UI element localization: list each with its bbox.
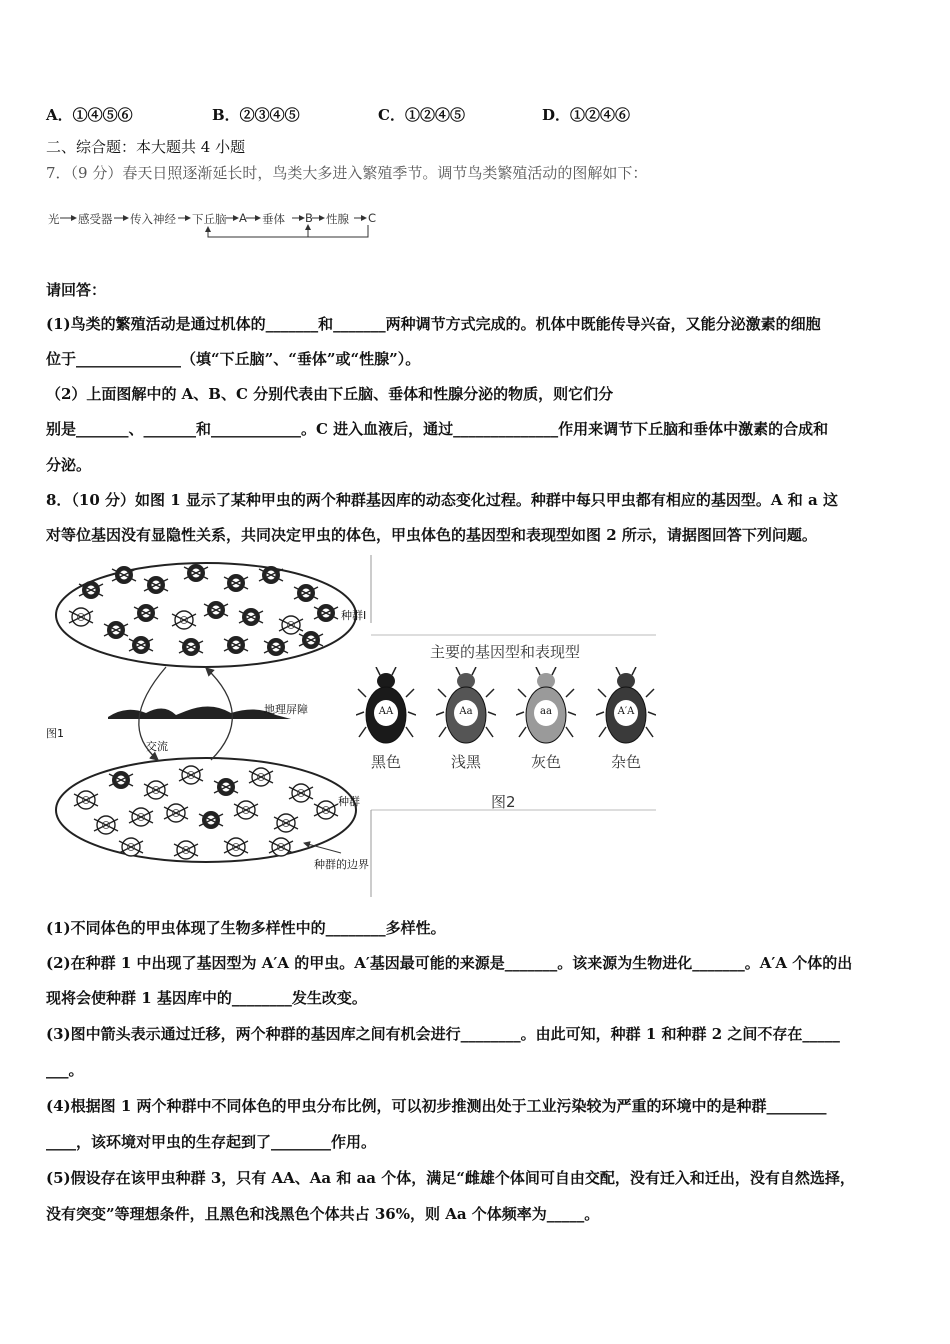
q8-part5: (5)假设存在该甲虫种群 3，只有 AA、Aa 和 aa 个体，满足“雌雄个体间可自由交配，没有迁入和迁出，没有自然选择，	[46, 1169, 855, 1187]
section-heading: 二、综合题：本大题共 4 小题	[46, 138, 246, 156]
q7-flow-diagram	[48, 203, 378, 243]
beetle-genotype: A′A	[617, 706, 635, 717]
fig2-title: 主要的基因型和表现型	[430, 643, 581, 661]
q8-part5-cont: 没有突变”等理想条件，且黑色和浅黑色个体共占 36%，则 Aa 个体频率为_____。	[46, 1205, 600, 1223]
flow-pituitary: 垂体	[262, 212, 285, 226]
beetle-phenotype: 杂色	[610, 753, 641, 771]
fig1-barrier-label: 地理屏障	[264, 703, 308, 716]
option-c: C．①②④⑤	[378, 106, 465, 124]
beetle-genotype: Aa	[459, 706, 473, 717]
q8-part4: (4)根据图 1 两个种群中不同体色的甲虫分布比例，可以初步推测出处于工业污染较为严重的环境中的是种群________	[46, 1097, 827, 1115]
q7-part2-end: 分泌。	[46, 456, 92, 474]
option-d: D．①②④⑥	[542, 106, 631, 124]
beetle-genotype: AA	[378, 706, 394, 717]
q8-stem-cont: 对等位基因没有显隐性关系，共同决定甲虫的体色，甲虫体色的基因型和表现型如图 2 所示，请据图回答下列问题。	[46, 526, 817, 544]
flow-receptor: 感受器	[78, 212, 113, 226]
flow-c: C	[368, 211, 377, 225]
q7-part2-cont: 别是_______、_______和____________。C 进入血液后，通过______________作用来调节下丘脑和垂体中激素的合成和	[46, 420, 829, 438]
flow-afferent: 传入神经	[130, 212, 176, 226]
q8-part3: (3)图中箭头表示通过迁移，两个种群的基因库之间有机会进行________。由此可知，种群 1 和种群 2 之间不存在_____	[46, 1025, 840, 1043]
q7-part1: (1)鸟类的繁殖活动是通过机体的_______和_______两种调节方式完成的。机体中既能传导兴奋，又能分泌激素的细胞	[46, 315, 821, 333]
flow-hypothalamus: 下丘脑	[192, 212, 227, 226]
fig1-pop2-label: 种群	[338, 795, 360, 808]
q8-part2: (2)在种群 1 中出现了基因型为 A′A 的甲虫。A′基因最可能的来源是_______。该来源为生物进化_______。A′A 个体的出	[46, 954, 853, 972]
q7-prompt: 请回答：	[46, 281, 107, 299]
q8-stem: 8．（10 分）如图 1 显示了某种甲虫的两个种群基因库的动态变化过程。种群中每只甲虫都有相应的基因型。A 和 a 这	[46, 491, 838, 509]
fig1-flow-label: 交流	[146, 740, 168, 753]
fig1-boundary-label: 种群的边界	[314, 858, 369, 871]
flow-b: B	[305, 211, 313, 225]
q7-part1-cont: 位于______________（填“下丘脑”、“垂体”或“性腺”）。	[46, 350, 421, 368]
flow-light: 光	[48, 212, 60, 226]
option-a: A．①④⑤⑥	[46, 106, 133, 124]
fig1-label: 图1	[46, 727, 64, 740]
beetle-phenotype: 浅黑	[450, 753, 481, 771]
q8-figures	[46, 555, 656, 897]
fig1-pop1-label: 种群Ⅰ	[341, 609, 367, 622]
flow-gonad: 性腺	[326, 212, 349, 226]
beetle-phenotype: 灰色	[530, 753, 561, 771]
q8-part4-cont: ____，该环境对甲虫的生存起到了________作用。	[46, 1133, 377, 1151]
fig2-label: 图2	[491, 793, 516, 811]
q8-part2-cont: 现将会使种群 1 基因库中的________发生改变。	[46, 989, 367, 1007]
q8-part1: (1)不同体色的甲虫体现了生物多样性中的________多样性。	[46, 919, 446, 937]
option-b: B．②③④⑤	[212, 106, 300, 124]
q8-part3-cont: ___。	[46, 1061, 84, 1079]
beetle-phenotype: 黑色	[370, 753, 401, 771]
flow-a: A	[239, 211, 247, 225]
beetle-genotype: aa	[540, 706, 552, 717]
q7-part2: （2）上面图解中的 A、B、C 分别代表由下丘脑、垂体和性腺分泌的物质，则它们分	[46, 385, 614, 403]
q7-stem: 7．（9 分）春天日照逐渐延长时，鸟类大多进入繁殖季节。调节鸟类繁殖活动的图解如下：	[46, 164, 648, 182]
